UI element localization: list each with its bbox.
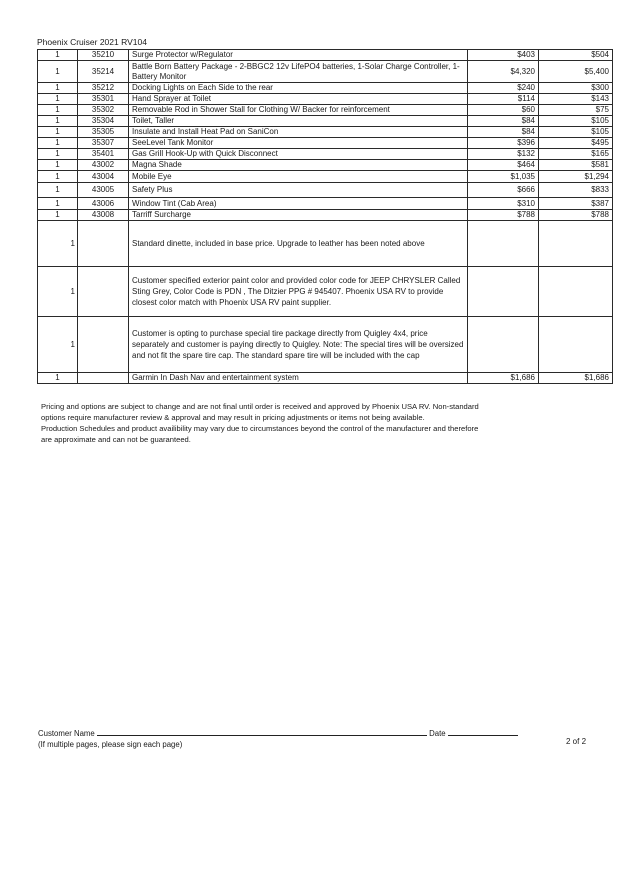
table-row [38,198,613,210]
customer-name-field[interactable] [97,727,427,736]
option-code-cell: 35301 [78,94,129,105]
qty-cell: 1 [38,171,78,183]
table-row [38,94,613,105]
option-code-cell: 35401 [78,149,129,160]
price-cell [468,267,539,317]
description-cell: Hand Sprayer at Toilet [129,94,468,105]
qty-cell: 1 [38,138,78,149]
table-row [38,83,613,94]
description-cell: SeeLevel Tank Monitor [129,138,468,149]
option-code-cell: 43006 [78,198,129,210]
msrp-cell: $1,686 [539,373,613,384]
options-table [37,49,613,384]
qty-cell: 1 [38,267,78,317]
table-row [38,149,613,160]
qty-cell: 1 [38,160,78,171]
table-row [38,50,613,61]
msrp-cell: $833 [539,183,613,198]
price-cell: $84 [468,116,539,127]
note-description-cell: Customer specified exterior paint color and provided color code for JEEP CHRYSLER Called Sting Grey, Color Code is PDN , The Ditzier PPG # 945407. Phoenix USA RV to provide closest color match with Phoenix USA RV paint supplier. [129,267,468,317]
price-cell: $240 [468,83,539,94]
msrp-cell [539,221,613,267]
msrp-cell: $581 [539,160,613,171]
qty-cell: 1 [38,83,78,94]
qty-cell: 1 [38,149,78,160]
signature-note: (If multiple pages, please sign each page) [38,740,183,749]
option-code-cell: 43002 [78,160,129,171]
description-cell: Magna Shade [129,160,468,171]
price-cell: $84 [468,127,539,138]
msrp-cell: $165 [539,149,613,160]
customer-name-label: Customer Name [38,729,95,738]
option-code-cell: 35214 [78,61,129,83]
qty-cell: 1 [38,94,78,105]
option-code-cell: 43005 [78,183,129,198]
note-row [38,317,613,373]
qty-cell: 1 [38,221,78,267]
table-row [38,116,613,127]
price-cell: $403 [468,50,539,61]
msrp-cell: $143 [539,94,613,105]
qty-cell: 1 [38,50,78,61]
options-table-body [38,50,613,384]
description-cell: Surge Protector w/Regulator [129,50,468,61]
msrp-cell: $788 [539,210,613,221]
date-label: Date [429,729,446,738]
price-cell: $464 [468,160,539,171]
note-row [38,267,613,317]
msrp-cell: $300 [539,83,613,94]
table-row [38,127,613,138]
description-cell: Gas Grill Hook-Up with Quick Disconnect [129,149,468,160]
msrp-cell: $1,294 [539,171,613,183]
qty-cell: 1 [38,317,78,373]
option-code-cell: 35305 [78,127,129,138]
option-code-cell [78,373,129,384]
production-disclaimer: Production Schedules and product availibility may vary due to circumstances beyond the control of the manufacturer and therefore are approximate and can not be guaranteed. [41,424,479,444]
msrp-cell: $105 [539,116,613,127]
price-cell: $114 [468,94,539,105]
description-cell: Mobile Eye [129,171,468,183]
description-cell: Removable Rod in Shower Stall for Clothing W/ Backer for reinforcement [129,105,468,116]
msrp-cell: $387 [539,198,613,210]
option-code-cell [78,221,129,267]
table-row [38,373,613,384]
price-cell: $396 [468,138,539,149]
price-cell [468,221,539,267]
msrp-cell: $75 [539,105,613,116]
date-field[interactable] [448,727,518,736]
pricing-disclaimer: Pricing and options are subject to change and are not final until order is received and approved by Phoenix USA RV. Non-standard options require manufacturer review & approval and may result in pricing adjustments or items not being available. [41,402,479,422]
qty-cell: 1 [38,105,78,116]
qty-cell: 1 [38,61,78,83]
description-cell: Tarriff Surcharge [129,210,468,221]
qty-cell: 1 [38,210,78,221]
option-code-cell: 35302 [78,105,129,116]
table-row [38,138,613,149]
option-code-cell: 43008 [78,210,129,221]
price-cell: $310 [468,198,539,210]
price-cell: $788 [468,210,539,221]
price-cell: $1,035 [468,171,539,183]
description-cell: Insulate and Install Heat Pad on SaniCon [129,127,468,138]
option-code-cell [78,267,129,317]
price-cell: $1,686 [468,373,539,384]
msrp-cell: $504 [539,50,613,61]
msrp-cell: $495 [539,138,613,149]
disclaimer [41,401,481,445]
option-code-cell: 35304 [78,116,129,127]
option-code-cell [78,317,129,373]
document-title: Phoenix Cruiser 2021 RV104 [37,37,147,47]
msrp-cell: $5,400 [539,61,613,83]
msrp-cell: $105 [539,127,613,138]
qty-cell: 1 [38,198,78,210]
note-row [38,221,613,267]
price-cell: $60 [468,105,539,116]
option-code-cell: 43004 [78,171,129,183]
price-cell: $666 [468,183,539,198]
note-description-cell: Customer is opting to purchase special tire package directly from Quigley 4x4, price separately and customer is paying directly to Quigley. Note: The special tires will be oversized and not fit the spare tire cap. The standard spare tire will be included with the cap [129,317,468,373]
price-cell [468,317,539,373]
description-cell: Safety Plus [129,183,468,198]
qty-cell: 1 [38,183,78,198]
option-code-cell: 35307 [78,138,129,149]
qty-cell: 1 [38,373,78,384]
option-code-cell: 35210 [78,50,129,61]
table-row [38,105,613,116]
table-row [38,210,613,221]
description-cell: Battle Born Battery Package - 2-BBGC2 12v LifePO4 batteries, 1-Solar Charge Controller, 1-Battery Monitor [129,61,468,83]
qty-cell: 1 [38,127,78,138]
qty-cell: 1 [38,116,78,127]
price-cell: $4,320 [468,61,539,83]
option-code-cell: 35212 [78,83,129,94]
note-description-cell: Standard dinette, included in base price. Upgrade to leather has been noted above [129,221,468,267]
table-row [38,61,613,83]
description-cell: Garmin In Dash Nav and entertainment system [129,373,468,384]
table-row [38,183,613,198]
page-number: 2 of 2 [566,737,587,746]
signature-line [38,727,518,738]
msrp-cell [539,267,613,317]
price-cell: $132 [468,149,539,160]
description-cell: Toilet, Taller [129,116,468,127]
table-row [38,171,613,183]
table-row [38,160,613,171]
description-cell: Window Tint (Cab Area) [129,198,468,210]
msrp-cell [539,317,613,373]
description-cell: Docking Lights on Each Side to the rear [129,83,468,94]
